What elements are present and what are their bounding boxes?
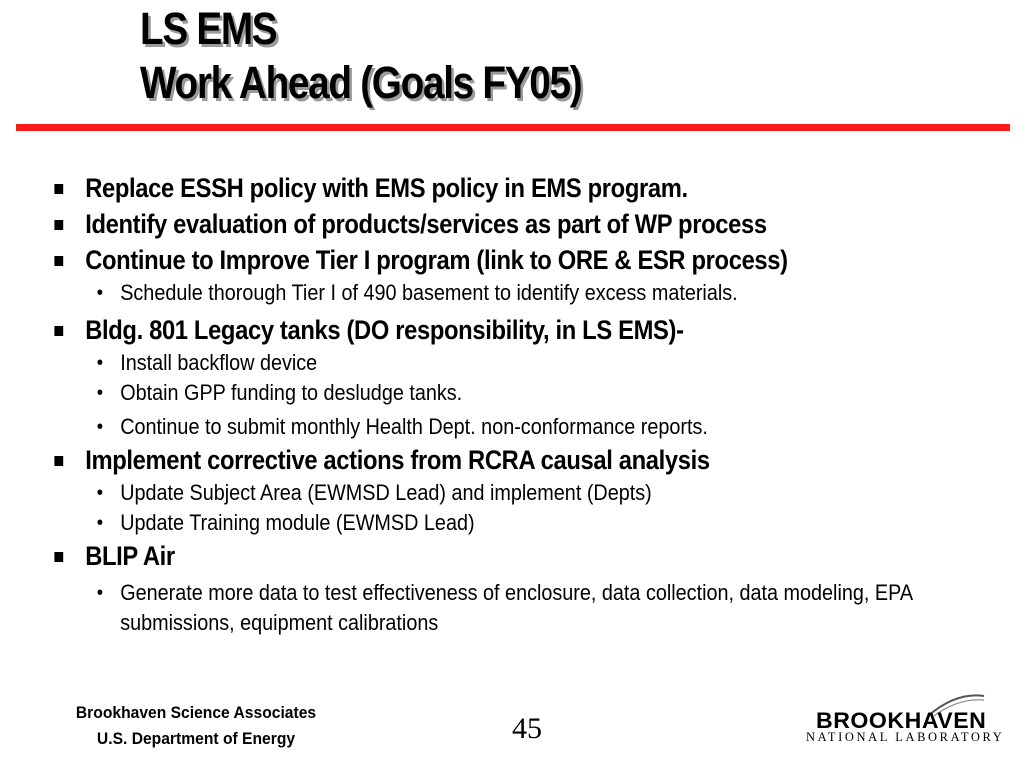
dot-bullet-icon: • bbox=[96, 582, 104, 604]
dot-bullet-icon: • bbox=[96, 282, 104, 304]
title-divider bbox=[16, 124, 1010, 131]
footer-org-line-2: U.S. Department of Energy bbox=[96, 729, 296, 748]
sub-bullet-item: • Update Subject Area (EWMSD Lead) and implement (Depts) bbox=[50, 478, 914, 508]
square-bullet-icon bbox=[54, 552, 63, 562]
sub-bullet-item: • Schedule thorough Tier I of 490 basement to identify excess materials. bbox=[50, 278, 914, 308]
slide-title bbox=[140, 2, 581, 110]
footer-org-line-1: Brookhaven Science Associates bbox=[75, 703, 317, 722]
title-line-1: LS EMS bbox=[140, 3, 277, 54]
dot-bullet-icon: • bbox=[96, 512, 104, 534]
dot-bullet-icon: • bbox=[96, 382, 104, 404]
bullet-item: Identify evaluation of products/services as part of WP process bbox=[50, 206, 895, 242]
logo-subtitle: NATIONAL LABORATORY bbox=[806, 730, 1005, 744]
bullet-item: Bldg. 801 Legacy tanks (DO responsibility, in LS EMS)- bbox=[50, 312, 895, 348]
sub-bullet-item: • Update Training module (EWMSD Lead) bbox=[50, 508, 914, 538]
bullet-item: Implement corrective actions from RCRA causal analysis bbox=[50, 442, 895, 478]
logo-wordmark: BROOKHAVEN bbox=[816, 708, 987, 733]
square-bullet-icon bbox=[54, 220, 63, 230]
footer-organization bbox=[49, 700, 343, 752]
dot-bullet-icon: • bbox=[96, 482, 104, 504]
square-bullet-icon bbox=[54, 256, 63, 266]
sub-bullet-item: • Continue to submit monthly Health Dept. non-conformance reports. bbox=[50, 412, 914, 442]
bullet-item: BLIP Air bbox=[50, 538, 895, 574]
bullet-list bbox=[50, 170, 1010, 638]
bullet-item: Continue to Improve Tier I program (link to ORE & ESR process) bbox=[50, 242, 895, 278]
square-bullet-icon bbox=[54, 326, 63, 336]
bullet-item: Replace ESSH policy with EMS policy in EMS program. bbox=[50, 170, 895, 206]
title-line-2: Work Ahead (Goals FY05) bbox=[140, 57, 582, 108]
square-bullet-icon bbox=[54, 184, 63, 194]
dot-bullet-icon: • bbox=[96, 352, 104, 374]
dot-bullet-icon: • bbox=[96, 416, 104, 438]
sub-bullet-item: • Install backflow device bbox=[50, 348, 914, 378]
square-bullet-icon bbox=[54, 456, 63, 466]
sub-bullet-item: • Obtain GPP funding to desludge tanks. bbox=[50, 378, 914, 408]
sub-bullet-item: • Generate more data to test effectiveness of enclosure, data collection, data modeling, EPA submissions, equipment calibrations bbox=[96, 580, 912, 635]
page-number: 45 bbox=[512, 712, 542, 745]
brookhaven-logo bbox=[806, 690, 1006, 750]
